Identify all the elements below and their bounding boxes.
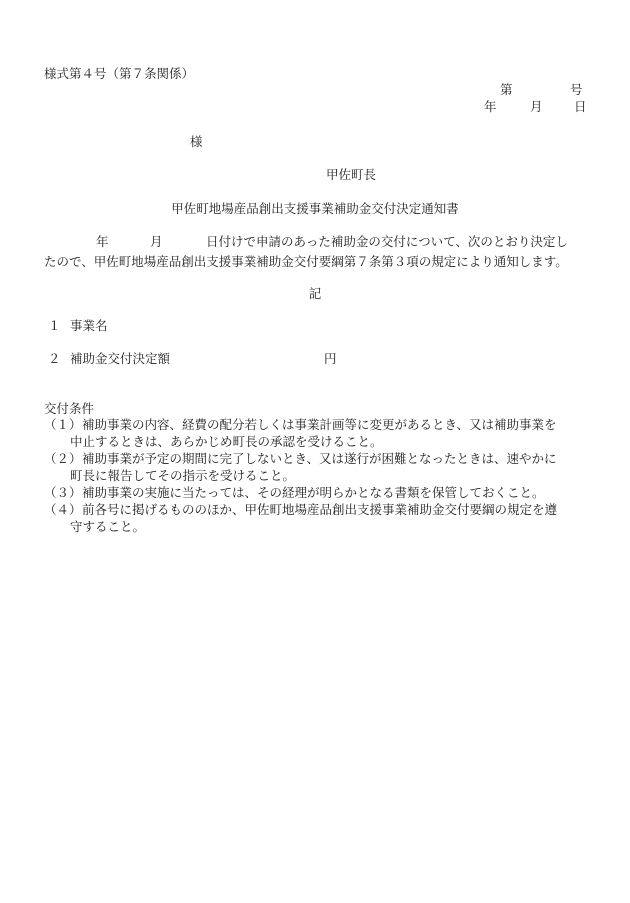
recipient-honorific: 様 <box>190 134 203 149</box>
doc-number-prefix: 第 <box>500 82 513 97</box>
ki-marker: 記 <box>308 286 322 301</box>
condition-text-continued: 守すること。 <box>70 519 146 534</box>
issuer: 甲佐町長 <box>326 167 377 182</box>
date-day: 日 <box>574 99 587 114</box>
item-number: １ <box>48 318 61 333</box>
item-project-name-label: 事業名 <box>70 318 108 333</box>
body-line-2: たので、甲佐町地場産品創出支援事業補助金交付要綱第７条第３項の規定により通知します。 <box>44 254 568 269</box>
body-line-1: 日付けで申請のあった補助金の交付について、次のとおり決定し <box>206 234 568 249</box>
condition-number: （３） <box>44 485 82 500</box>
body-year: 年 <box>96 234 109 249</box>
condition-text-continued: 中止するときは、あらかじめ町長の承認を受けること。 <box>70 434 383 449</box>
condition-number: （２） <box>44 451 82 466</box>
doc-number-suffix: 号 <box>570 82 583 97</box>
document-title: 甲佐町地場産品創出支援事業補助金交付決定通知書 <box>171 201 459 216</box>
condition-number: （１） <box>44 417 82 432</box>
condition-text: 補助事業の実施に当たっては、その経理が明らかとなる書類を保管しておくこと。 <box>82 485 545 500</box>
date-month: 月 <box>530 99 543 114</box>
condition-text: 補助事業の内容、経費の配分若しくは事業計画等に変更があるとき、又は補助事業を <box>82 417 557 432</box>
condition-number: （４） <box>44 502 82 517</box>
condition-text: 前各号に掲げるもののほか、甲佐町地場産品創出支援事業補助金交付要綱の規定を遵 <box>82 502 558 517</box>
date-year: 年 <box>484 99 497 114</box>
item-number: ２ <box>48 351 61 366</box>
conditions-heading: 交付条件 <box>44 401 95 416</box>
item-grant-amount-unit: 円 <box>324 351 337 366</box>
item-grant-amount-label: 補助金交付決定額 <box>70 351 171 366</box>
form-number: 様式第４号（第７条関係） <box>44 66 195 81</box>
body-month: 月 <box>150 234 163 249</box>
condition-text: 補助事業が予定の期間に完了しないとき、又は遂行が困難となったときは、速やかに <box>82 451 557 466</box>
condition-text-continued: 町長に報告してその指示を受けること。 <box>70 468 296 483</box>
